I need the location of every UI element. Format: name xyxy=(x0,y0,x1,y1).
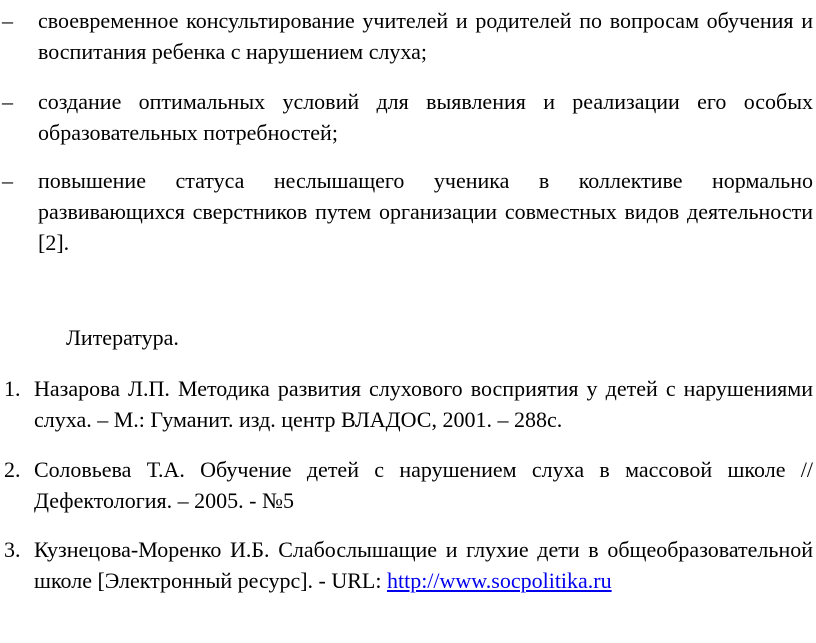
dash-marker: – xyxy=(2,168,13,193)
bullet-text: повышение статуса неслышащего ученика в коллективе нормально развивающихся сверстников путем организации совместных видов деятельности [2]. xyxy=(38,168,813,255)
bullet-text: создание оптимальных условий для выявления и реализации его особых образовательных потребностей; xyxy=(38,89,813,145)
reference-number: 2. xyxy=(4,457,21,482)
reference-text: Соловьева Т.А. Обучение детей с нарушением слуха в массовой школе // Дефектология. – 2005. - №5 xyxy=(34,457,813,513)
reference-url-link[interactable]: http://www.socpolitika.ru xyxy=(386,568,612,593)
reference-text-container xyxy=(34,534,813,596)
reference-text: Кузнецова-Моренко И.Б. Слабослышащие и глухие дети в общеобразовательной школе [Электронный ресурс]. - URL: xyxy=(34,537,813,593)
bullet-text: своевременное консультирование учителей и родителей по вопросам обучения и воспитания ребенка с нарушением слуха; xyxy=(38,8,813,64)
reference-number: 3. xyxy=(4,537,21,562)
reference-text: Назарова Л.П. Методика развития слухового восприятия у детей с нарушениями слуха. – М.: Гуманит. изд. центр ВЛАДОС, 2001. – 288с. xyxy=(34,376,813,432)
dash-marker: – xyxy=(2,8,13,33)
dash-marker: – xyxy=(2,89,13,114)
literature-heading: Литература. xyxy=(66,325,179,350)
reference-number: 1. xyxy=(4,376,21,401)
